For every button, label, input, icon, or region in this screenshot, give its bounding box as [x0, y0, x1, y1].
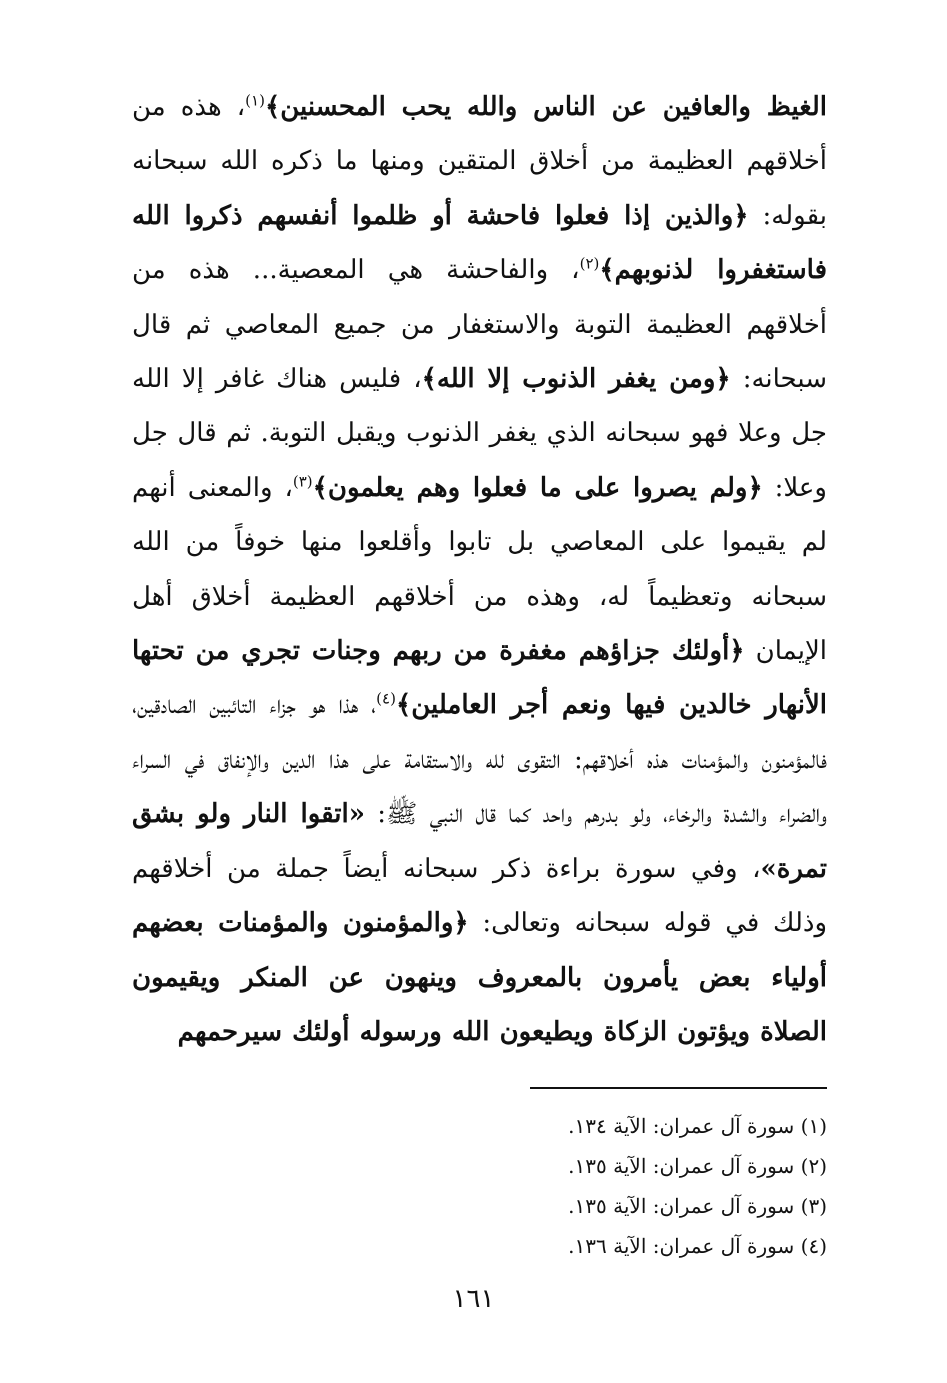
quran-quote: ﴿ولم يصروا على ما فعلوا وهم يعلمون﴾	[312, 472, 763, 503]
text-run: ، فليس هناك غافر إلا الله جل وعلا فهو سبحانه الذي يغفر الذنوب ويقبل التوبة. ثم قال جل وعلا:	[132, 364, 827, 503]
quran-quote: ﴿والمؤمنون والمؤمنات بعضهم أولياء بعض يأمرون بالمعروف وينهون عن المنكر ويقيمون الصلاة ويؤتون الزكاة ويطيعون الله ورسوله أولئك سيرحمهم	[132, 908, 827, 1047]
footnote-3: (٣) سورة آل عمران: الآية ١٣٥.	[568, 1194, 827, 1218]
page-number: ١٦١	[452, 1284, 495, 1314]
text-run: ، والمعنى أنهم لم يقيموا على المعاصي بل تابوا وأقلعوا منها خوفاً من الله سبحانه وتعظيماً له، وهذه من أخلاقهم العظيمة أخلاق أهل الإيمان	[132, 472, 827, 667]
footnote-ref-4: (٤)	[376, 689, 396, 708]
hadith-quote: «اتقوا النار ولو بشق تمرة»	[132, 799, 827, 884]
quran-quote: ﴿أولئك جزاؤهم مغفرة من ربهم وجنات تجري من تحتها الأنهار خالدين فيها ونعم أجر العاملين﴾	[132, 636, 827, 721]
footnote-ref-2: (٢)	[579, 254, 600, 273]
footnote-2: (٢) سورة آل عمران: الآية ١٣٥.	[568, 1154, 827, 1178]
footnotes	[480, 1106, 827, 1266]
text-run: ، وفي سورة براءة ذكر سبحانه أيضاً جملة من أخلاقهم وذلك في قوله سبحانه وتعالى:	[132, 853, 828, 939]
footnote-4: (٤) سورة آل عمران: الآية ١٣٦.	[568, 1234, 827, 1258]
footnote-separator	[530, 1087, 827, 1089]
quran-quote: ﴿والذين إذا فعلوا فاحشة أو ظلموا أنفسهم ذكروا الله فاستغفروا لذنوبهم﴾	[132, 200, 827, 286]
footnote-1: (١) سورة آل عمران: الآية ١٣٤.	[568, 1114, 827, 1138]
footnote-ref-1: (١)	[245, 91, 265, 110]
text-run: ، هذا هو جزاء التائبين الصادقين، فالمؤمنون والمؤمنات هذه أخلاقهم: التقوى لله والاستقامة على هذا الدين والإنفاق في السراء والضراء والشدة والرخاء، ولو بدرهم واحد كما قال النبي ﷺ:	[132, 690, 827, 830]
quran-quote: ﴿ومن يغفر الذنوب إلا الله﴾	[421, 364, 731, 395]
text-run: ، هذه من أخلاقهم العظيمة من أخلاق المتقين ومنها ما ذكره الله سبحانه بقوله:	[132, 92, 827, 231]
footnote-ref-3: (٣)	[292, 472, 313, 491]
quran-quote: الغيظ والعافين عن الناس والله يحب المحسنين﴾	[264, 92, 827, 122]
text-run: ، والفاحشة هي المعصية... هذه من أخلاقهم العظيمة التوبة والاستغفار من جميع المعاصي ثم قال سبحانه:	[132, 255, 827, 395]
main-text	[132, 80, 827, 1059]
